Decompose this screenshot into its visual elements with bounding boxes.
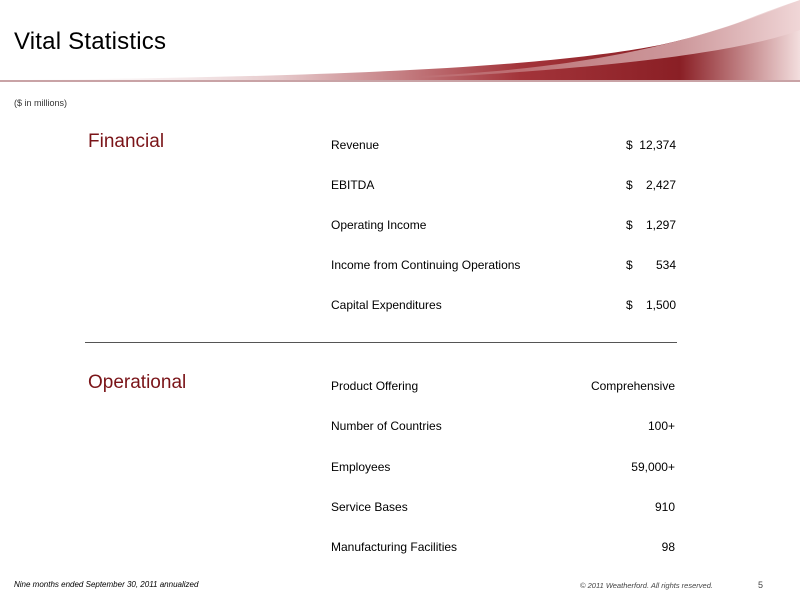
operational-heading: Operational	[88, 372, 187, 393]
amount: 534	[655, 258, 676, 272]
page-number: 5	[758, 580, 764, 590]
row-label: Capital Expenditures	[331, 298, 442, 312]
row-value	[626, 218, 676, 232]
amount: 1,297	[645, 218, 676, 232]
row-value: 910	[654, 500, 675, 514]
row-value: 98	[661, 540, 675, 554]
row-label: Income from Continuing Operations	[331, 258, 521, 272]
currency-symbol: $	[626, 298, 633, 312]
currency-symbol: $	[626, 218, 633, 232]
copyright-notice: © 2011 Weatherford. All rights reserved.	[580, 581, 713, 590]
currency-symbol: $	[626, 258, 633, 272]
amount: 1,500	[645, 298, 676, 312]
row-label: Employees	[331, 460, 391, 474]
row-label: Number of Countries	[331, 419, 442, 433]
row-label: Service Bases	[331, 500, 408, 514]
row-value	[626, 298, 676, 312]
row-label: Product Offering	[331, 379, 419, 393]
section-divider	[85, 342, 677, 343]
row-value: Comprehensive	[590, 379, 675, 393]
row-label: EBITDA	[331, 178, 375, 192]
page-title: Vital Statistics	[14, 28, 167, 55]
currency-symbol: $	[626, 138, 633, 152]
row-value	[626, 138, 676, 152]
amount: 12,374	[639, 138, 676, 152]
row-value	[626, 258, 676, 272]
currency-symbol: $	[626, 178, 633, 192]
row-label: Manufacturing Facilities	[331, 540, 458, 554]
row-value: 100+	[647, 419, 675, 433]
row-label: Revenue	[331, 138, 380, 152]
units-note: ($ in millions)	[14, 98, 68, 108]
row-value: 59,000+	[631, 460, 675, 474]
row-value	[626, 178, 676, 192]
financial-heading: Financial	[88, 131, 165, 152]
amount: 2,427	[645, 178, 676, 192]
row-label: Operating Income	[331, 218, 427, 232]
footnote: Nine months ended September 30, 2011 annualized	[14, 580, 199, 589]
